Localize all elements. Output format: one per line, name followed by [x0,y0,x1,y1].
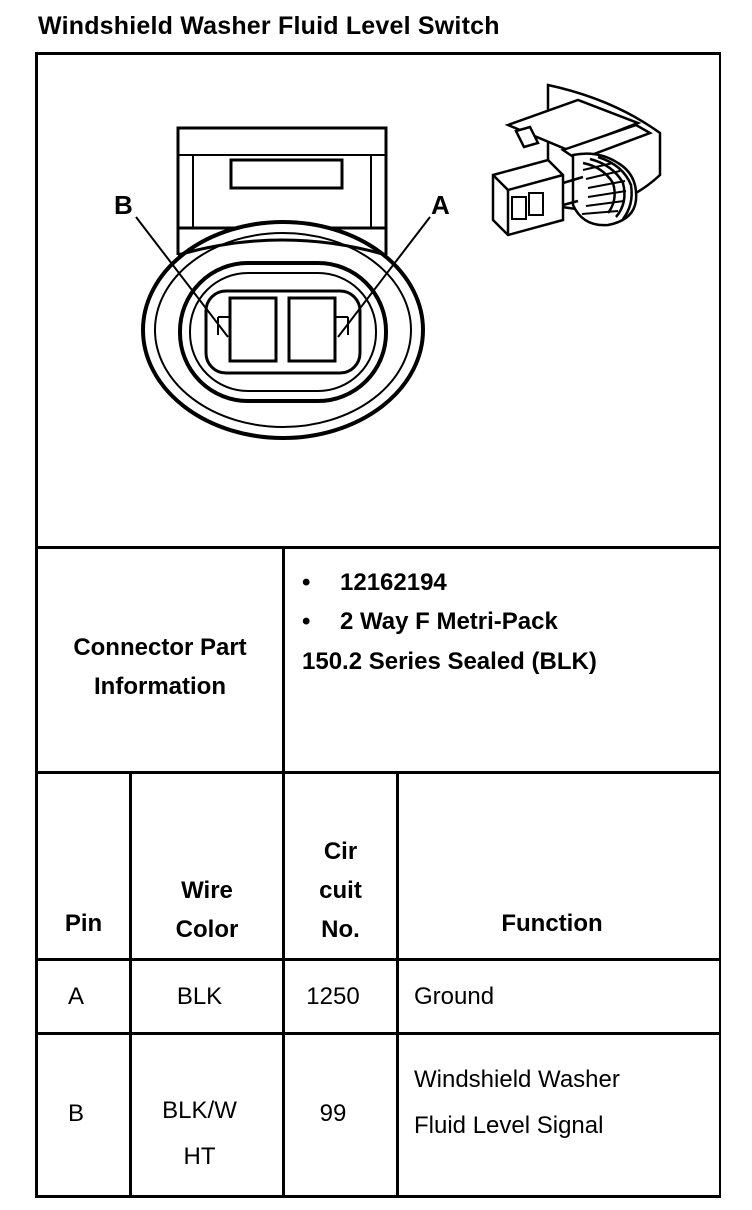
header-pin: Pin [64,910,103,937]
connector-series-text: 150.2 Series Sealed (BLK) [302,648,597,675]
bullet-icon: • [302,608,311,635]
connector-part-label-line1: Connector Part [73,634,247,661]
divider [35,771,721,774]
pin-a-label: A [431,190,450,220]
row-a-wire-color: BLK [176,983,223,1010]
divider [35,1195,721,1198]
header-circuit-line2: cuit [319,877,362,904]
header-wire-color [132,871,282,949]
row-b-function [414,1057,620,1149]
row-a-pin: A [67,983,84,1010]
connector-type: 2 Way F Metri-Pack [340,608,558,635]
page-title: Windshield Washer Fluid Level Switch [38,12,500,40]
header-function: Function [501,910,603,937]
header-wire-color-line2: Color [175,916,239,943]
divider [35,958,721,961]
column-divider [396,771,399,1197]
row-b-wire-color [132,1097,267,1180]
header-wire-color-line1: Wire [181,877,233,904]
row-b-wire-color-line1: BLK/W [162,1097,237,1124]
connector-part-label-line2: Information [94,673,226,700]
connector-series [302,648,597,676]
row-b-function-line2: Fluid Level Signal [414,1112,604,1139]
connector-isometric-view [493,85,660,235]
divider [35,1032,721,1035]
header-circuit-no [285,832,396,949]
row-b-function-line1: Windshield Washer [414,1066,620,1093]
row-a-circuit: 1250 [306,983,360,1010]
row-b-circuit: 99 [319,1100,347,1127]
connector-face-view [136,128,430,438]
header-circuit-line1: Cir [323,838,358,865]
connector-type-bullet [302,608,558,636]
header-circuit-line3: No. [321,916,360,943]
row-b-pin: B [67,1100,84,1127]
row-a-function: Ground [414,983,495,1010]
frame-right-border [719,52,721,1197]
connector-part-label [38,628,282,706]
pin-b-label: B [114,190,133,220]
row-b-wire-color-line2: HT [183,1143,216,1170]
part-number: 12162194 [340,569,447,596]
connector-diagram [38,55,718,547]
bullet-icon: • [302,569,311,596]
part-number-bullet [302,569,447,597]
